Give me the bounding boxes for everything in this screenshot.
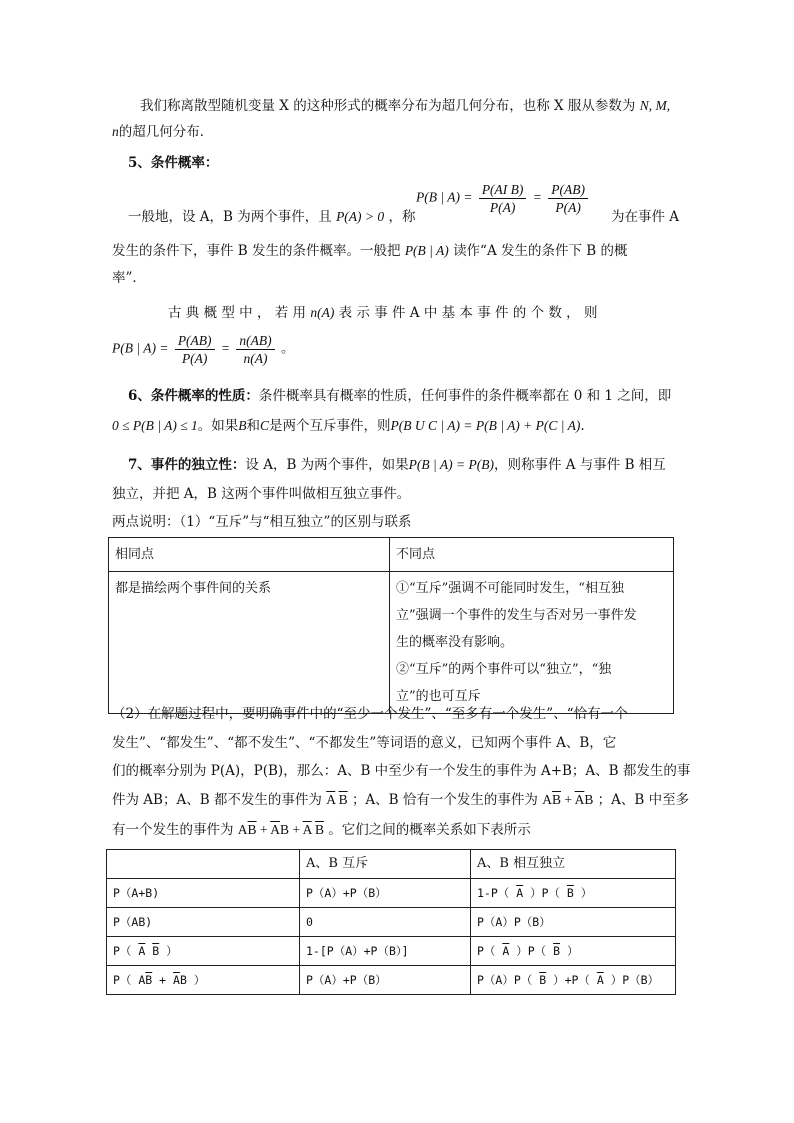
- note2-l2: 发生”、“都发生”、“都不发生”、“不都发生”等词语的意义，已知两个事件 A、B，它: [112, 735, 617, 751]
- s6-line1: 6、条件概率的性质：条件概率具有概率的性质，任何事件的条件概率都在 0 和 1 之间，即: [128, 388, 672, 404]
- note2-l5: 有一个发生的事件为 $A\overline{B} + \overline{A}B + \overline{A}$ $\overline{B}$ 。它们之间的概率关系如下表所示: [112, 822, 531, 838]
- s6-line2: 0 ≤ P(B | A) ≤ 1。如果B和C是两个互斥事件，则P(B U C | A) = P(B | A) + P(C | A).: [112, 418, 585, 434]
- t1-same-cell: 都是描绘两个事件间的关系: [109, 572, 390, 714]
- table-row: P（AB) 0 P（A）P（B）: [107, 908, 676, 937]
- s5-line1: 一般地，设 A，B 为两个事件，且 P(A) > 0 ，称: [128, 209, 416, 225]
- s5-line2: 发生的条件下，事件 B 发生的条件概率。一般把 P(B | A) 读作“A 发生的条件下 B 的概: [112, 243, 628, 259]
- table-probability-relations: [106, 849, 676, 995]
- s5-line4: 古 典 概 型 中 ， 若 用 n(A) 表 示 事 件 A 中 基 本 事 件 的 个 数 ， 则: [168, 305, 598, 321]
- note2-l1: （2）在解题过程中，要明确事件中的“至少一个发生”、“至多有一个发生”、“恰有一个: [112, 706, 628, 722]
- p1-vars: N, M,: [639, 98, 671, 113]
- t2-header-independent: A、B 相互独立: [471, 850, 676, 879]
- t1-diff-cell: ①“互斥”强调不可能同时发生，“相互独 立”强调一个事件的发生与否对另一事件发 生的概率没有影响。 ②“互斥”的两个事件可以“独立”，“独 立”的也可互斥: [390, 572, 674, 714]
- note1: 两点说明：（1）“互斥”与“相互独立”的区别与联系: [112, 514, 412, 530]
- t1-header-diff: 不同点: [390, 538, 674, 572]
- s5-formula-display: P(B | A) = $\frac{\text{P(AI B)}}{P(A)}$ = $\frac{P(AB)}{P(A)}$: [416, 181, 591, 216]
- note2-l3: 们的概率分别为 P(A)，P(B)，那么：A、B 中至少有一个发生的事件为 A+B；A、B 都发生的事: [112, 763, 691, 779]
- t2-header-empty: [107, 850, 300, 879]
- s5-classic-formula: P(B | A) = $\frac{P(AB)}{P(A)}$ = $\frac{n(AB)}{n(A)}$ 。: [112, 333, 295, 366]
- table-mutex-vs-independent: [108, 537, 674, 714]
- s7-line2: 独立，并把 A，B 这两个事件叫做相互独立事件。: [112, 486, 411, 502]
- table-row: P（ $A\overline{B} + \overline{A}B$ ） P（A）+P（B） P（A）P（ $\overline{B}$ ）+P（ $\overline{A}$ ）P（B）: [107, 966, 676, 995]
- s5-line3: 率”．: [112, 270, 146, 286]
- p1-line1: 我们称离散型随机变量 X 的这种形式的概率分布为超几何分布，也称 X 服从参数为 N, M,: [140, 98, 671, 114]
- s5-heading: 5、条件概率：: [128, 155, 219, 171]
- table-row: P（A+B) P（A）+P（B） 1-P（ $\overline{A}$ ）P（ $\overline{B}$ ）: [107, 879, 676, 908]
- p1-line2: n的超几何分布．: [112, 124, 214, 140]
- note2-l4: 件为 AB；A、B 都不发生的事件为 $\overline{A}$ $\overline{B}$ ；A、B 恰有一个发生的事件为 $A\overline{B} + \overline{A}B$ ；A、B 中至多: [112, 792, 690, 808]
- t2-header-mutex: A、B 互斥: [300, 850, 471, 879]
- table-row: P（ $\overline{A}$ $\overline{B}$ ） 1-[P（A）+P（B）] P（ $\overline{A}$ ）P（ $\overline{B}$ ）: [107, 937, 676, 966]
- s5-line1-end: 为在事件 A: [611, 209, 680, 225]
- t1-header-same: 相同点: [109, 538, 390, 572]
- s7-line1: 7、事件的独立性：设 A，B 为两个事件，如果P(B | A) = P(B)，则称事件 A 与事件 B 相互: [128, 457, 666, 473]
